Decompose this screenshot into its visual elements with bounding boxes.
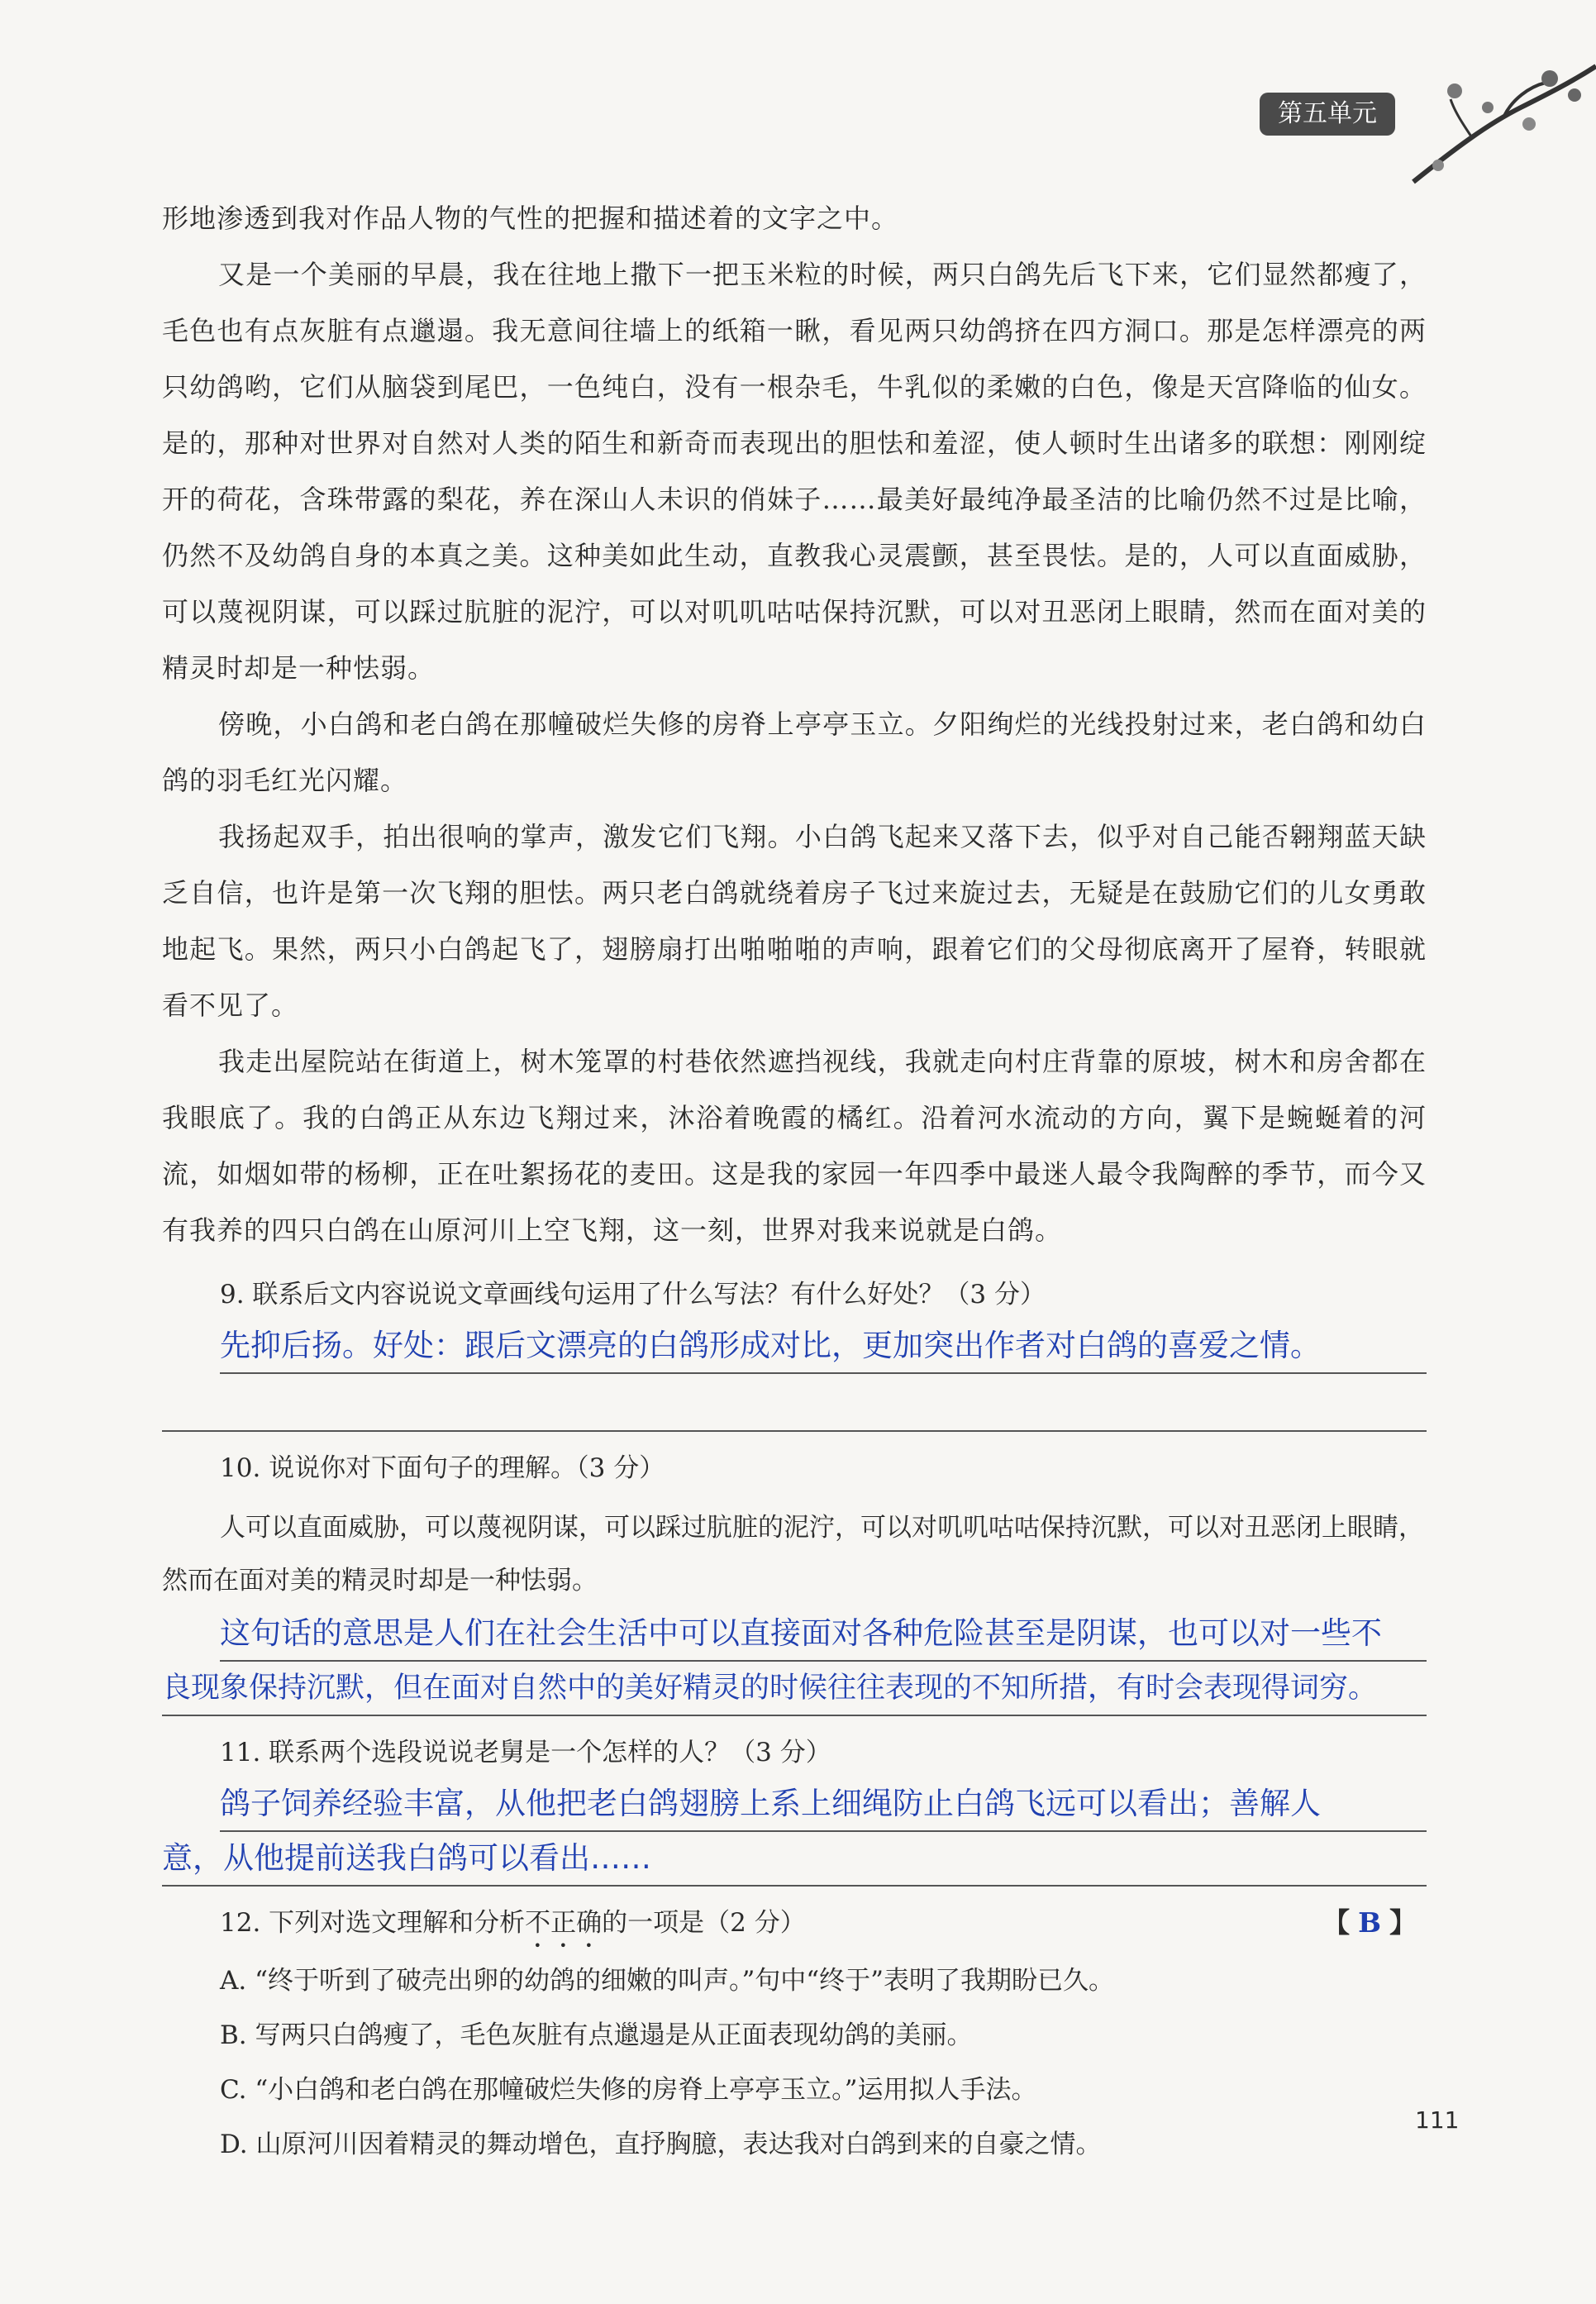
question-11 <box>162 1728 1427 1887</box>
question-11-answer-line-1: 鸽子饲养经验丰富，从他把老白鸽翅膀上系上细绳防止白鸽飞远可以看出；善解人 <box>220 1777 1427 1832</box>
question-11-text: 11. 联系两个选段说说老舅是一个怎样的人？（3 分） <box>220 1738 831 1767</box>
question-12-emphasis: 不正确 <box>525 1908 603 1938</box>
unit-badge: 第五单元 <box>1260 93 1395 136</box>
answer-bracket <box>1322 1898 1417 1948</box>
passage-paragraph-1: 又是一个美丽的早晨，我在往地上撒下一把玉米粒的时候，两只白鸽先后飞下来，它们显然都瘦了，毛色也有点灰脏有点邋遢。我无意间往墙上的纸箱一瞅，看见两只幼鸽挤在四方洞口。那是怎样漂亮的两只幼鸽哟，它们从脑袋到尾巴，一色纯白，没有一根杂毛，牛乳似的柔嫩的白色，像是天宫降临的仙女。是的，那种对世界对自然对人类的陌生和新奇而表现出的胆怯和羞涩，使人顿时生出诸多的联想：刚刚绽开的荷花，含珠带露的梨花，养在深山人未识的俏妹子……最美好最纯净最圣洁的比喻仍然不过是比喻，仍然不及幼鸽自身的本真之美。这种美如此生动，直教我心灵震颤，甚至畏怯。是的，人可以直面威胁，可以蔑视阴谋，可以踩过肮脏的泥泞，可以对叽叽咕咕保持沉默，可以对丑恶闭上眼睛，然而在面对美的精灵时却是一种怯弱。 <box>162 259 1427 684</box>
question-11-answer-line-2: 意，从他提前送我白鸽可以看出…… <box>162 1832 1427 1887</box>
question-12 <box>162 1898 1427 2172</box>
question-10-answer-line-1: 这句话的意思是人们在社会生活中可以直接面对各种危险甚至是阴谋，也可以对一些不 <box>220 1607 1427 1662</box>
question-12-text-before: 12. 下列对选文理解和分析 <box>220 1908 526 1938</box>
question-9-text: 9. 联系后文内容说说文章画线句运用了什么写法？有什么好处？（3 分） <box>220 1280 1046 1309</box>
option-b: B. 写两只白鸽瘦了，毛色灰脏有点邋遢是从正面表现幼鸽的美丽。 <box>220 2020 973 2050</box>
question-12-text-after: 的一项是（2 分） <box>602 1908 806 1938</box>
question-10-text: 10. 说说你对下面句子的理解。（3 分） <box>220 1453 665 1483</box>
answer-blank-line <box>162 1374 1427 1432</box>
passage-paragraph-2: 傍晚，小白鸽和老白鸽在那幢破烂失修的房脊上亭亭玉立。夕阳绚烂的光线投射过来，老白鸽和幼白鸽的羽毛红光闪耀。 <box>162 708 1427 796</box>
content <box>162 190 1427 2172</box>
option-c: C. “小白鸽和老白鸽在那幢破烂失修的房脊上亭亭玉立。”运用拟人手法。 <box>220 2075 1037 2105</box>
question-10-answer-line-2: 良现象保持沉默，但在面对自然中的美好精灵的时候往往表现的不知所措，有时会表现得词穷。 <box>162 1662 1427 1716</box>
question-12-text <box>220 1898 1427 1953</box>
passage-paragraph-3: 我扬起双手，拍出很响的掌声，激发它们飞翔。小白鸽飞起来又落下去，似乎对自己能否翱翔蓝天缺乏自信，也许是第一次飞翔的胆怯。两只老白鸽就绕着房子飞过来旋过去，无疑是在鼓励它们的儿女勇敢地起飞。果然，两只小白鸽起飞了，翅膀扇打出啪啪啪的声响，跟着它们的父母彻底离开了屋脊，转眼就看不见了。 <box>162 821 1427 1021</box>
passage-paragraph-4: 我走出屋院站在街道上，树木笼罩的村巷依然遮挡视线，我就走向村庄背靠的原坡，树木和房舍都在我眼底了。我的白鸽正从东边飞翔过来，沐浴着晚霞的橘红。沿着河水流动的方向，翼下是蜿蜒着的河流，如烟如带的杨柳，正在吐絮扬花的麦田。这是我的家园一年四季中最迷人最令我陶醉的季节，而今又有我养的四只白鸽在山原河川上空飞翔，这一刻，世界对我来说就是白鸽。 <box>162 1046 1427 1246</box>
option-a: A. “终于听到了破壳出卵的幼鸽的细嫩的叫声。”句中“终于”表明了我期盼已久。 <box>220 1966 1114 1996</box>
question-10 <box>162 1443 1427 1716</box>
question-9 <box>162 1270 1427 1432</box>
option-d: D. 山原河川因着精灵的舞动增色，直抒胸臆，表达我对白鸽到来的自豪之情。 <box>220 2130 1102 2159</box>
bracket-close: 】 <box>1389 1906 1417 1939</box>
passage-paragraph-0: 形地渗透到我对作品人物的气性的把握和描述着的文字之中。 <box>162 203 899 234</box>
bracket-open: 【 <box>1322 1906 1351 1939</box>
plum-branch-decoration <box>1405 50 1596 190</box>
question-12-answer: B <box>1358 1906 1381 1939</box>
page-number: 111 <box>1415 2106 1460 2134</box>
question-10-quote: 人可以直面威胁，可以蔑视阴谋，可以踩过肮脏的泥泞，可以对叽叽咕咕保持沉默，可以对丑恶闭上眼睛，然而在面对美的精灵时却是一种怯弱。 <box>162 1513 1424 1596</box>
question-9-answer: 先抑后扬。好处：跟后文漂亮的白鸽形成对比，更加突出作者对白鸽的喜爱之情。 <box>220 1319 1427 1374</box>
